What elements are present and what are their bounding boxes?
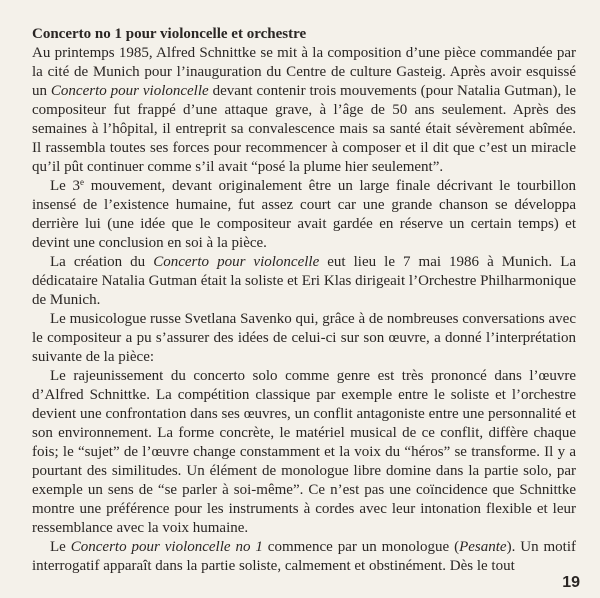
- paragraph-1: [32, 44, 576, 177]
- text-run: ). Un motif interrogatif apparaît dans la partie soliste, calmement et obstinément. Dès le tout: [32, 539, 576, 574]
- italic-title: Concerto pour violoncelle: [153, 254, 320, 270]
- italic-title: Pesante: [459, 539, 507, 555]
- text-run: Le: [50, 539, 71, 555]
- text-run: Le 3: [50, 178, 81, 194]
- text-run: Le rajeunissement du concerto solo comme genre est très prononcé dans l’œuvre d’Alfred Schnittke. La compétition classique par exemple entre le soliste et l’orchestre devient une confrontation dans ses œuvres, un conflit antagoniste entre une personnalité et son environnement. La forme concrète, le matériel musical de ce conflit, diffère chaque fois; le “sujet” de l’œuvre change constamment et la voix du “héros” se transforme. Il y a pourtant des similitudes. Un élément de monologue libre domine dans la partie solo, par exemple un sens de “se parler à soi-même”. Ce n’est pas une coïncidence que Schnittke montre une préférence pour les instruments à cordes avec leur intonation flexible et leur ressemblance avec la voix humaine.: [32, 368, 576, 536]
- page-number: 19: [562, 574, 580, 591]
- italic-title: Concerto pour violoncelle no 1: [70, 539, 263, 555]
- paragraph-4: [32, 310, 576, 367]
- text-run: Au printemps 1985, Alfred Schnittke se mit à la composition d’une pièce commandée par la cité de Munich pour l’inauguration du Centre de culture Gasteig. Après avoir esquissé un: [32, 45, 576, 99]
- text-run: commence par un monologue (: [262, 539, 460, 555]
- text-run: eut lieu le 7 mai 1986 à Munich. La dédicataire Natalia Gutman était la soliste et Eri Klas dirigeait l’Orchestre Philharmonique de Munich.: [32, 254, 577, 308]
- section-title: Concerto no 1 pour violoncelle et orchestre: [32, 26, 307, 42]
- text-run: La création du: [50, 254, 154, 270]
- text-run: devant contenir trois mouvements (pour Natalia Gutman), le compositeur fut frappé d’une attaque grave, à l’âge de 50 ans seulement. Après des semaines à l’hôpital, il entreprit sa convalescence mais sa santé était sévèrement abîmée. Il rassembla toutes ses forces pour recommencer à composer et il dit que c’est un miracle qu’il pût continuer comme s’il avait “posé la plume hier seulement”.: [32, 83, 576, 175]
- italic-title: Concerto pour violoncelle: [50, 83, 209, 99]
- text-run: mouvement, devant originalement être un large finale décrivant le tourbillon insensé de l’existence humaine, fut assez court car une grande chanson se développa derrière lui (une idée que le compositeur avait gardée en réserve un certain temps) et devint une conclusion en soi à la pièce.: [32, 178, 577, 251]
- text-run: Le musicologue russe Svetlana Savenko qui, grâce à de nombreuses conversations avec le compositeur a pu s’assurer des idées de celui-ci sur son œuvre, a donné l’interprétation suivante de la pièce:: [32, 311, 576, 365]
- body-text: [32, 44, 576, 576]
- paragraph-3: [32, 253, 576, 310]
- paragraph-6: [32, 538, 576, 576]
- paragraph-2: [32, 177, 576, 253]
- ordinal-superscript: e: [80, 177, 85, 187]
- paragraph-5: [32, 367, 576, 538]
